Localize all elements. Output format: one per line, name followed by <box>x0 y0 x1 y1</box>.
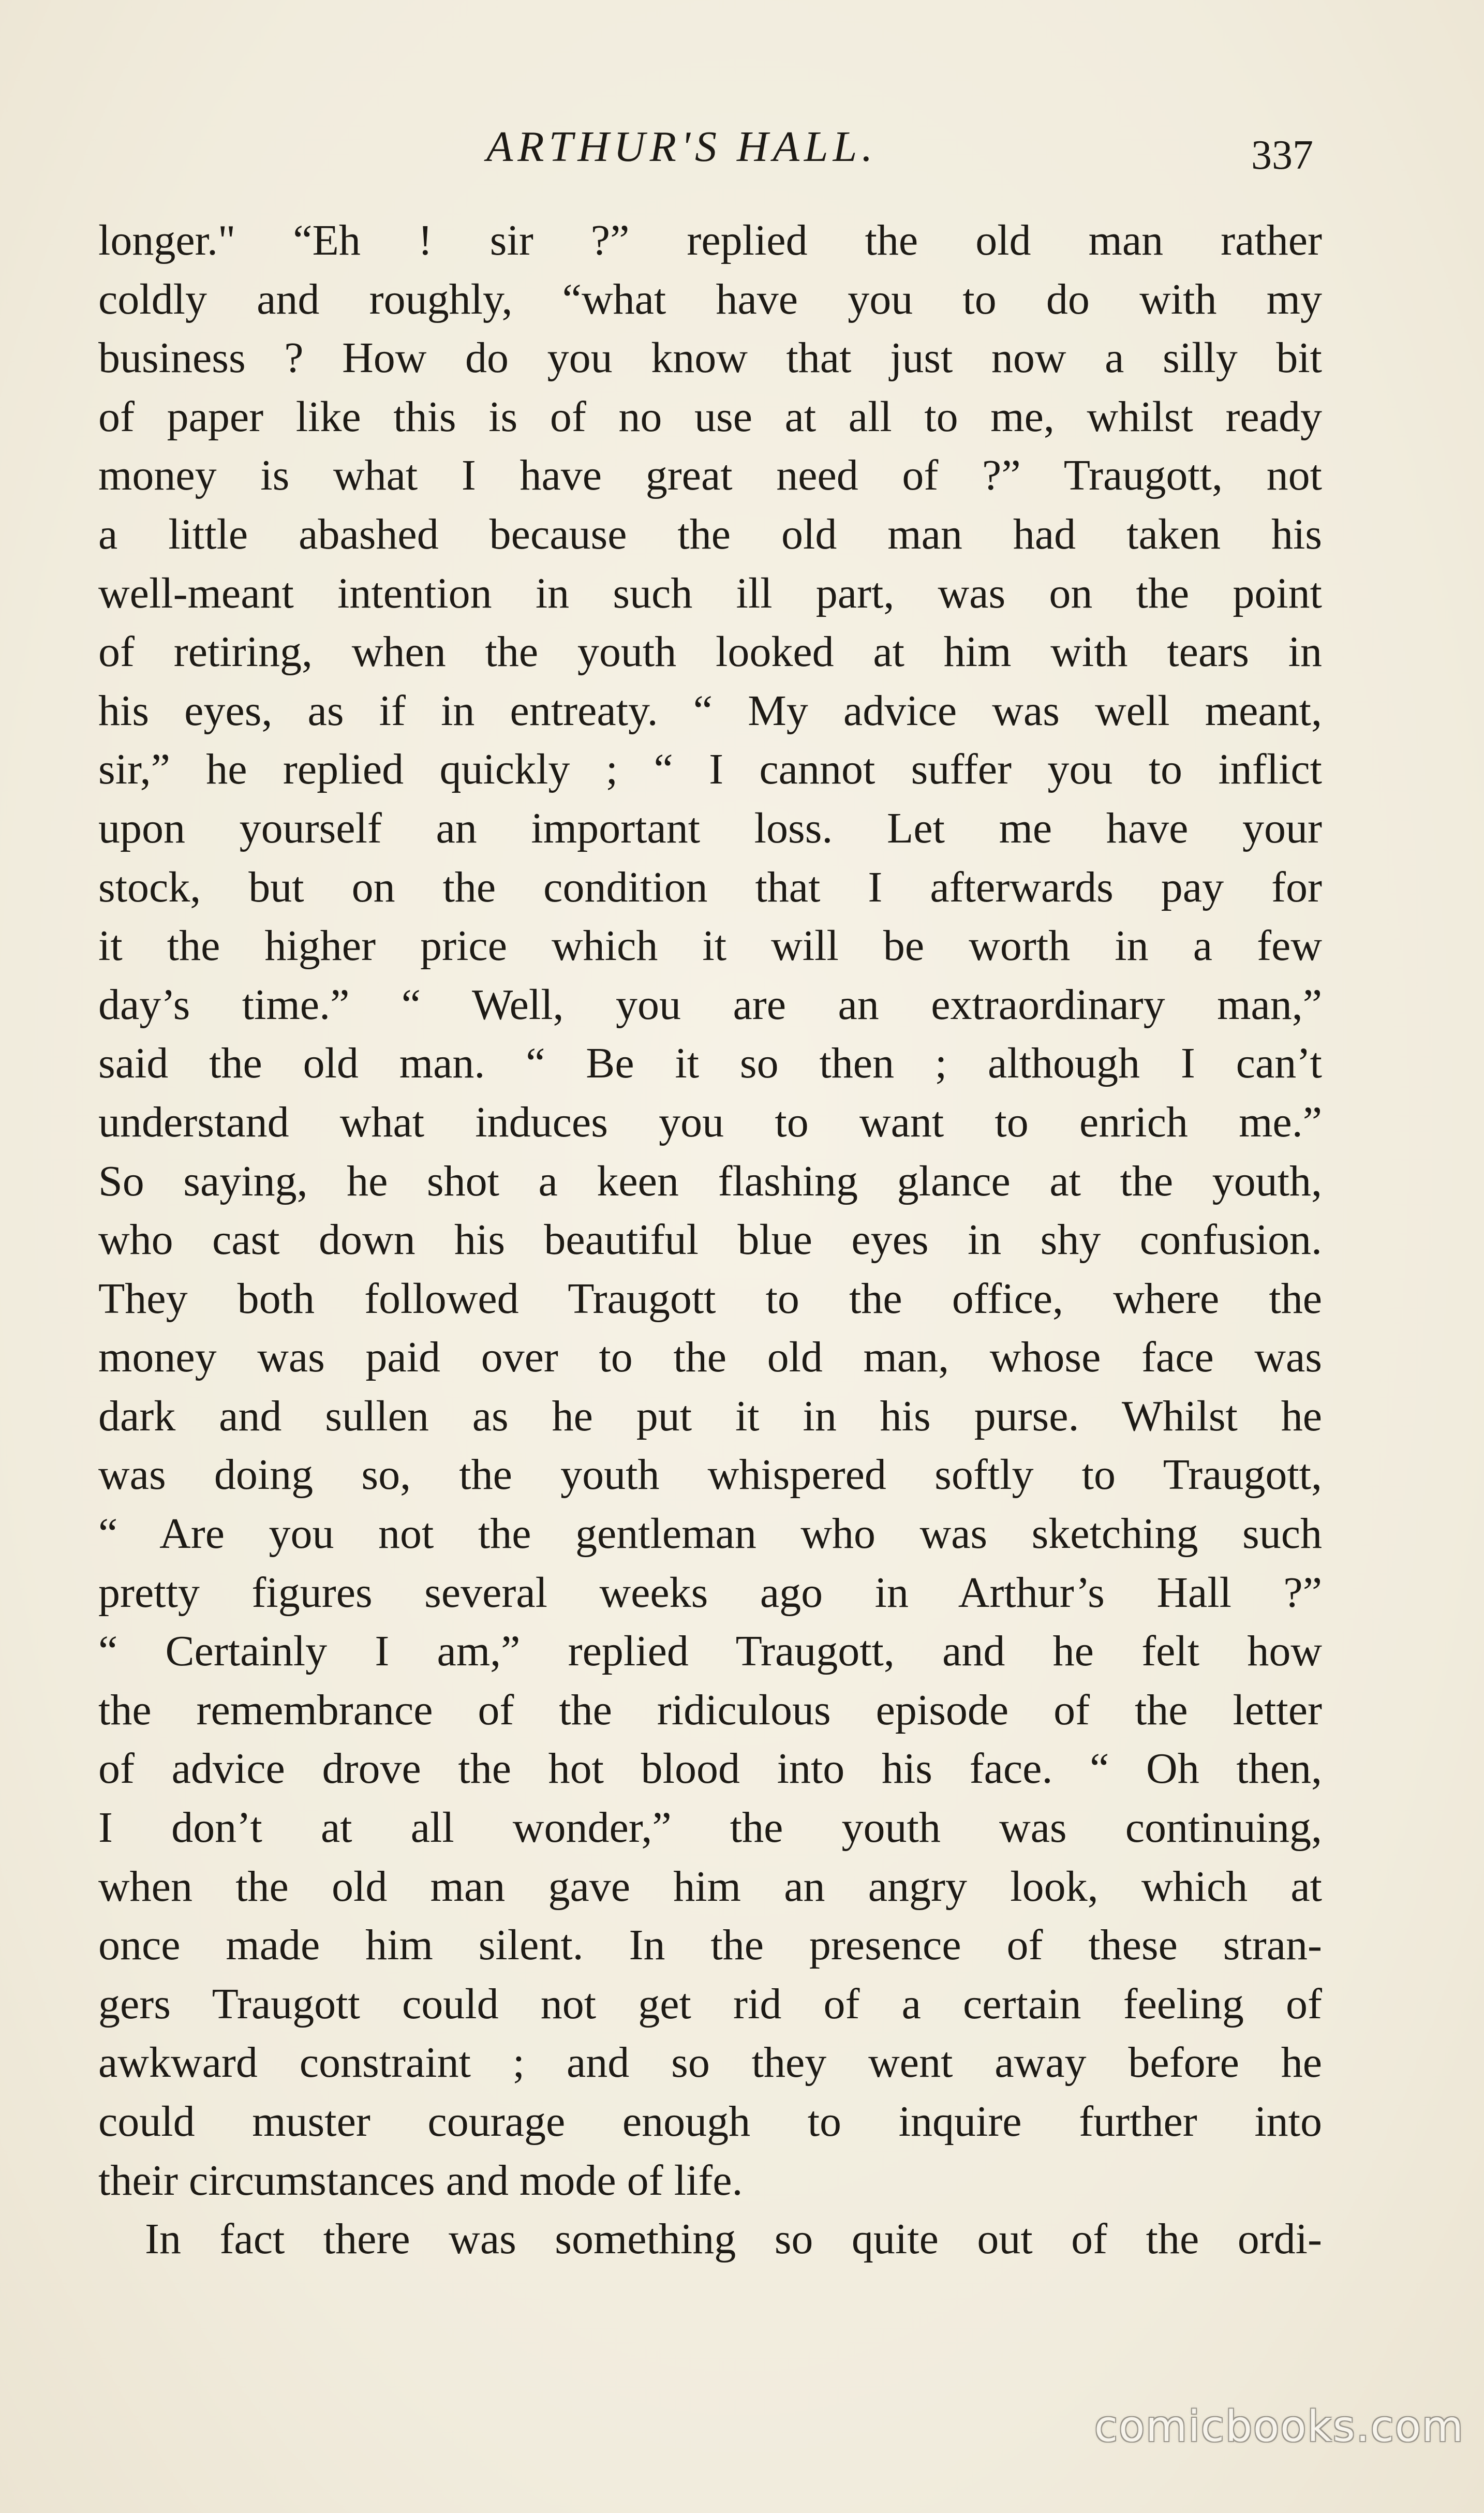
text-line: upon yourself an important loss. Let me have your <box>98 804 1322 852</box>
text-line: So saying, he shot a keen flashing glance at the youth, <box>98 1157 1322 1205</box>
text-line: who cast down his beautiful blue eyes in shy confusion. <box>98 1216 1322 1264</box>
text-line: “ Certainly I am,” replied Traugott, and he felt how <box>98 1627 1322 1676</box>
text-line: “ Are you not the gentleman who was sketching such <box>98 1510 1322 1558</box>
watermark: comicbooks.com <box>1094 2402 1464 2451</box>
text-line: when the old man gave him an angry look, which at <box>98 1862 1322 1911</box>
text-line: awkward constraint ; and so they went away before he <box>98 2038 1322 2087</box>
running-head-title: ARTHUR'S HALL. <box>486 123 878 171</box>
text-line: money is what I have great need of ?” Traugott, not <box>98 451 1322 500</box>
text-line: could muster courage enough to inquire further into <box>98 2097 1322 2146</box>
text-line: day’s time.” “ Well, you are an extraordinary man,” <box>98 980 1322 1029</box>
page-number: 337 <box>1251 132 1313 178</box>
text-line: of advice drove the hot blood into his face. “ Oh then, <box>98 1745 1322 1793</box>
text-line: longer." “Eh ! sir ?” replied the old man rather <box>98 216 1322 264</box>
text-line: once made him silent. In the presence of these stran- <box>98 1921 1322 1970</box>
text-line: of paper like this is of no use at all to me, whilst ready <box>98 392 1322 441</box>
paragraph-start-line: In fact there was something so quite out of the ordi- <box>145 2215 1322 2264</box>
text-line: understand what induces you to want to enrich me.” <box>98 1098 1322 1146</box>
text-line: sir,” he replied quickly ; “ I cannot suffer you to inflict <box>98 745 1322 794</box>
text-line: coldly and roughly, “what have you to do with my <box>98 275 1322 323</box>
text-line: stock, but on the condition that I afterwards pay for <box>98 863 1322 911</box>
paragraph-end-line: their circumstances and mode of life. <box>98 2156 743 2205</box>
text-line: They both followed Traugott to the office, where the <box>98 1274 1322 1323</box>
text-line: it the higher price which it will be worth in a few <box>98 922 1322 970</box>
text-line: pretty figures several weeks ago in Arthur’s Hall ?” <box>98 1568 1322 1617</box>
text-line: money was paid over to the old man, whose face was <box>98 1333 1322 1382</box>
text-line: a little abashed because the old man had taken his <box>98 510 1322 558</box>
text-line: of retiring, when the youth looked at him with tears in <box>98 628 1322 676</box>
text-line: said the old man. “ Be it so then ; although I can’t <box>98 1039 1322 1088</box>
text-line: dark and sullen as he put it in his purse. Whilst he <box>98 1392 1322 1440</box>
text-line: gers Traugott could not get rid of a certain feeling of <box>98 1979 1322 2028</box>
text-line: business ? How do you know that just now a silly bit <box>98 334 1322 382</box>
text-line: well-meant intention in such ill part, was on the point <box>98 569 1322 617</box>
running-head <box>0 116 1484 178</box>
text-line: was doing so, the youth whispered softly to Traugott, <box>98 1451 1322 1499</box>
text-line: the remembrance of the ridiculous episode of the letter <box>98 1686 1322 1734</box>
text-line: his eyes, as if in entreaty. “ My advice was well meant, <box>98 686 1322 735</box>
body-text <box>98 211 1322 2269</box>
text-line: I don’t at all wonder,” the youth was continuing, <box>98 1804 1322 1852</box>
